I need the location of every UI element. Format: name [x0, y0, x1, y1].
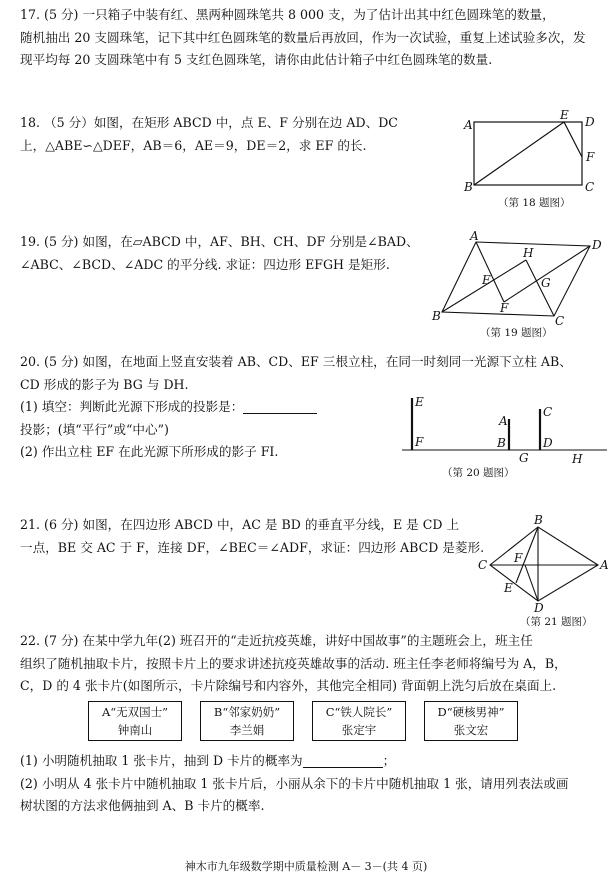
point-label-d: D: [592, 238, 602, 252]
point-label-b: B: [464, 180, 473, 194]
question-20-part-1-text: (1) 填空：判断此光源下形成的投影是：: [20, 399, 244, 414]
answer-blank-20-1[interactable]: [243, 399, 317, 414]
card-title: C“铁人院长”: [325, 705, 393, 719]
point-label-b: B: [534, 513, 543, 527]
question-17-line: 现平均每 20 支圆珠笔中有 5 支红色圆珠笔，请你由此估计箱子中红色圆珠笔的数量.: [20, 52, 493, 67]
question-22-part-2: 树状图的方法求他俩抽到 A、B 卡片的概率.: [20, 798, 265, 813]
point-label-a: A: [600, 558, 609, 572]
point-label-h: H: [572, 452, 583, 466]
point-label-a: A: [470, 229, 479, 243]
answer-blank-22-1[interactable]: [303, 753, 383, 768]
point-label-e: E: [482, 273, 491, 287]
point-label-f: F: [586, 150, 595, 164]
question-22-line: C，D 的 4 张卡片(如图所示，卡片除编号和内容外，其他完全相同) 背面朝上洗匀后放在桌面上.: [20, 678, 557, 693]
question-22-part-2: (2) 小明从 4 张卡片中随机抽取 1 张卡片后，小丽从余下的卡片中随机抽取 1 张，请用列表法或画: [20, 775, 569, 791]
question-19-line: 19. (5 分) 如图，在▱ABCD 中，AF、BH、CH、DF 分别是∠BAD、: [20, 234, 419, 249]
bisector-af: [476, 242, 504, 302]
question-20-line: CD 形成的影子为 BG 与 DH.: [20, 376, 189, 392]
card-c: [312, 701, 406, 741]
point-label-c: C: [555, 314, 565, 328]
question-20-line: 20. (5 分) 如图，在地面上竖直安装着 AB、CD、EF 三根立柱，在同一时刻同一光源下立柱 AB、: [20, 354, 572, 369]
card-title: A“无双国士”: [101, 705, 169, 719]
question-17-line: 随机抽出 20 支圆珠笔，记下其中红色圆珠笔的数量后再放回，作为一次试验，重复上述试验多次，发: [20, 29, 586, 45]
figure-21: [476, 513, 609, 632]
question-17-line: 17. (5 分) 一只箱子中装有红、黑两种圆珠笔共 8 000 支，为了估计出其中红色圆珠笔的数量，: [20, 7, 555, 22]
question-22-part-1: [20, 750, 598, 773]
segments-be-ef: [474, 122, 582, 185]
point-label-f: F: [514, 551, 523, 565]
question-20-part-1: [20, 396, 440, 419]
figure-21-caption: （第 21 题图）: [520, 616, 593, 628]
question-21-line: 一点，BE 交 AC 于 F，连接 DF，∠BEC＝∠ADF，求证：四边形 ABCD 是菱形.: [20, 539, 485, 555]
card-name: 张文宏: [453, 723, 489, 737]
question-22-line: 组织了随机抽取卡片，按照卡片上的要求讲述抗疫英雄故事的活动. 班主任李老师将编号为 A，B，: [20, 655, 567, 671]
point-label-e: E: [560, 108, 569, 122]
point-label-h: H: [523, 246, 534, 260]
question-22: [20, 630, 598, 698]
point-label-c: C: [585, 180, 595, 194]
card-name: 张定宇: [341, 723, 377, 737]
figure-18-caption: （第 18 题图）: [498, 197, 571, 209]
question-22-parts: [20, 750, 598, 818]
question-18-line: 上，△ABE∽△DEF，AB＝6，AE＝9，DE＝2，求 EF 的长.: [20, 137, 367, 153]
question-20-part-1-cont: 投影；(填“平行”或“中心”): [20, 421, 169, 437]
point-label-d: D: [534, 601, 544, 615]
point-label-d: D: [585, 115, 595, 129]
question-17: [20, 4, 598, 72]
question-19-line: ∠ABC、∠BCD、∠ADC 的平分线. 求证：四边形 EFGH 是矩形.: [20, 256, 390, 272]
card-d: [424, 701, 518, 741]
card-a: [88, 701, 182, 741]
point-label-f: F: [500, 301, 509, 315]
figure-19: [432, 229, 607, 345]
card-title: B“邻家奶奶”: [213, 705, 281, 719]
point-label-d: D: [543, 436, 553, 450]
card-name: 钟南山: [117, 723, 153, 737]
question-22-part-1-end: ；: [382, 753, 396, 768]
point-label-g: G: [519, 451, 529, 465]
point-label-f: F: [415, 435, 424, 449]
point-label-b: B: [497, 436, 506, 450]
card-b: [200, 701, 294, 741]
point-label-a: A: [499, 414, 508, 428]
figure-18: [462, 108, 602, 215]
point-label-e: E: [415, 395, 424, 409]
point-label-e: E: [504, 581, 513, 595]
page-footer: 神木市九年级数学期中质量检测 A－ 3－(共 4 页): [184, 860, 428, 873]
question-22-line: 22. (7 分) 在某中学九年(2) 班召开的“走近抗疫英雄，讲好中国故事”的主题班会上，班主任: [20, 633, 533, 648]
point-label-b: B: [432, 309, 441, 323]
card-name: 李兰娟: [229, 723, 265, 737]
figure-20: [402, 392, 607, 485]
point-label-a: A: [464, 118, 473, 132]
rectangle-abcd: [474, 122, 582, 185]
figure-20-caption: （第 20 题图）: [442, 467, 515, 479]
question-20-part-2: (2) 作出立柱 EF 在此光源下所形成的影子 FI.: [20, 444, 279, 459]
point-label-c: C: [543, 405, 553, 419]
bisector-df: [504, 246, 590, 302]
question-18-line: 18. （5 分）如图，在矩形 ABCD 中，点 E、F 分别在边 AD、DC: [20, 115, 398, 130]
point-label-g: G: [541, 276, 551, 290]
figure-19-caption: （第 19 题图）: [480, 327, 553, 339]
question-22-part-1-text: (1) 小明随机抽取 1 张卡片，抽到 D 卡片的概率为: [20, 753, 303, 768]
card-title: D“硬核男神”: [437, 705, 505, 719]
parallelogram-abcd: [442, 242, 590, 316]
question-21-line: 21. (6 分) 如图，在四边形 ABCD 中，AC 是 BD 的垂直平分线，E 是 CD 上: [20, 517, 460, 532]
point-label-c: C: [478, 558, 488, 572]
card-row: [88, 701, 518, 741]
